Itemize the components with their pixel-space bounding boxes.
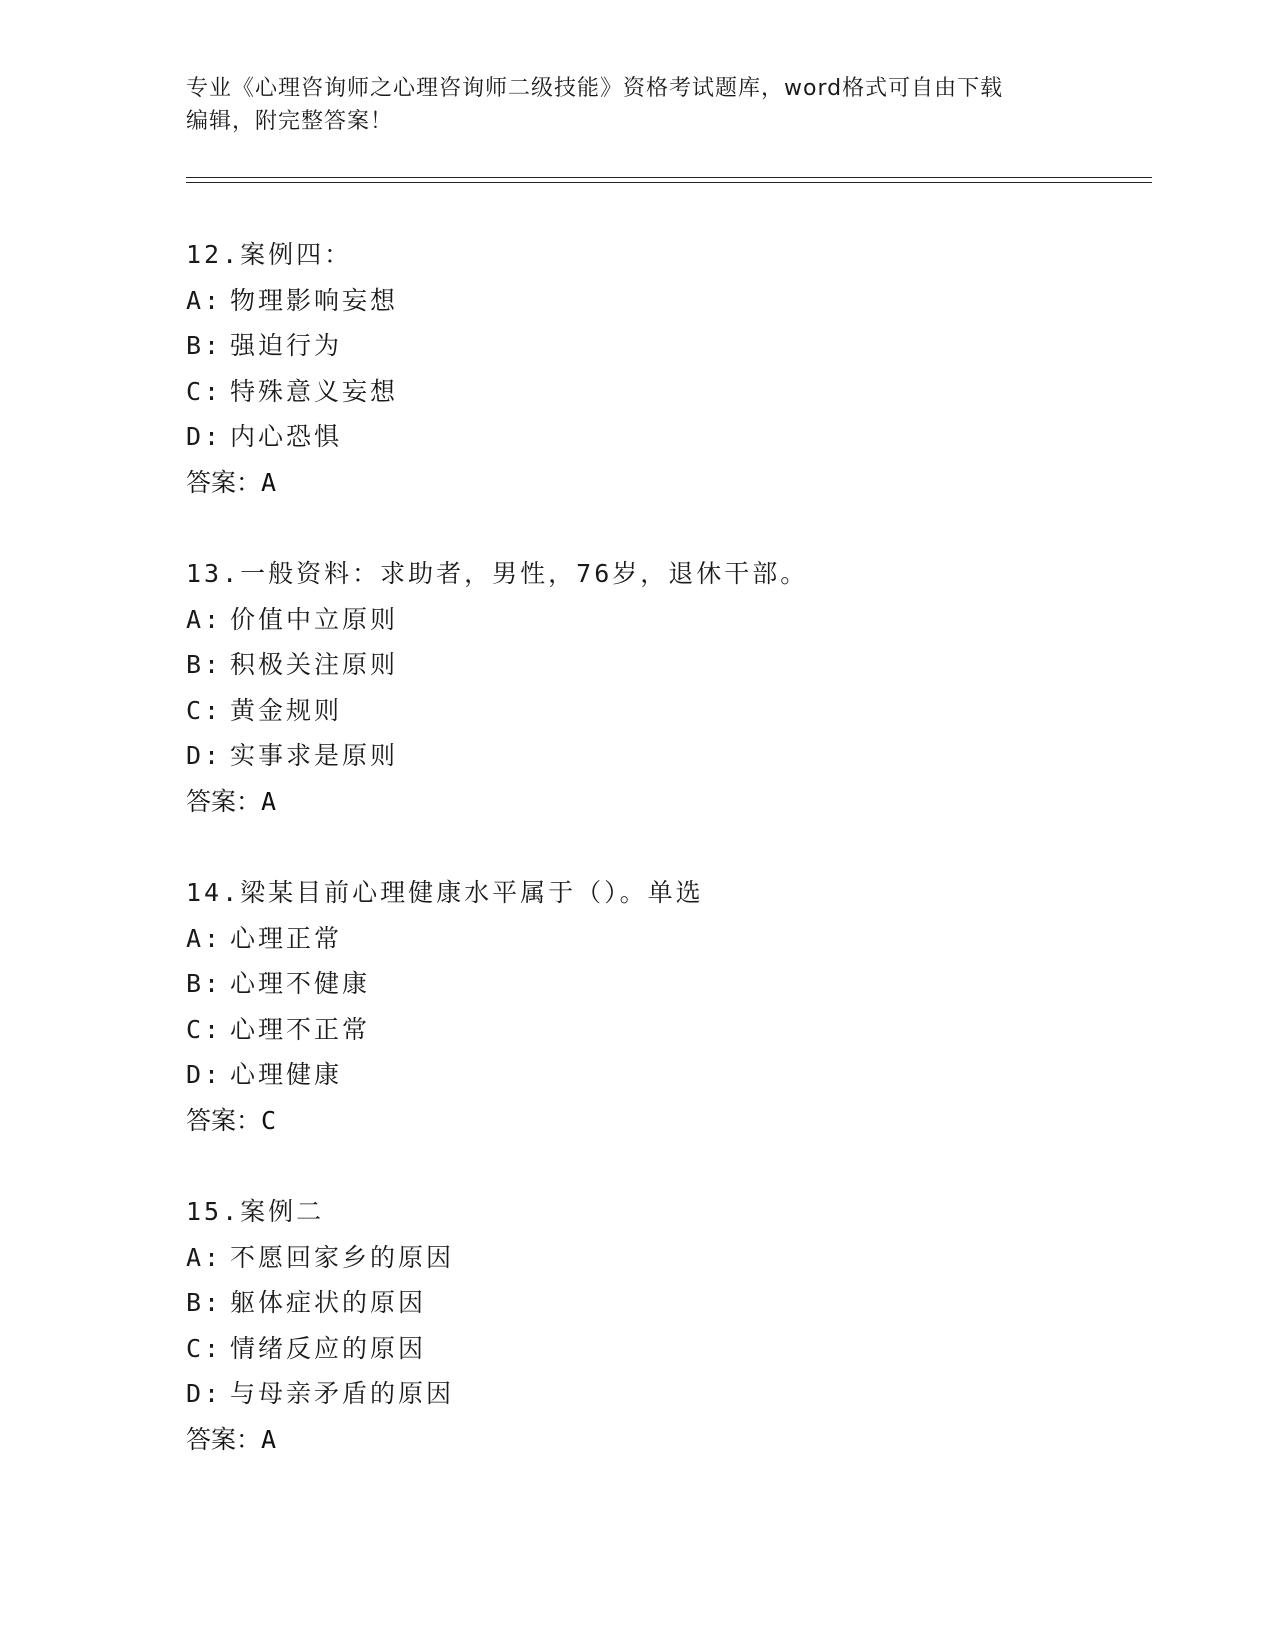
document-header (186, 72, 1066, 138)
answer-line (186, 460, 1136, 506)
option-label: D: (186, 1060, 223, 1089)
option-text: 情绪反应的原因 (230, 1333, 427, 1363)
answer-label: 答案： (186, 1105, 262, 1135)
header-line-2: 编辑，附完整答案！ (186, 109, 394, 134)
option-d (186, 1052, 1136, 1098)
option-b (186, 1280, 1136, 1326)
answer-label: 答案： (186, 467, 262, 497)
answer-line (186, 1098, 1136, 1144)
option-text: 实事求是原则 (230, 741, 399, 770)
option-text: 物理影响妄想 (230, 285, 399, 315)
option-b (186, 642, 1136, 688)
question-14 (186, 870, 1136, 1143)
option-text: 躯体症状的原因 (230, 1288, 427, 1317)
option-d (186, 733, 1136, 779)
answer-line (186, 1417, 1136, 1463)
option-c (186, 1007, 1136, 1053)
option-label: A: (186, 923, 223, 953)
option-b (186, 323, 1136, 369)
question-title: 15.案例二 (186, 1197, 325, 1226)
option-text: 价值中立原则 (230, 604, 399, 634)
question-title: 13.一般资料：求助者，男性，76岁，退休干部。 (186, 559, 809, 588)
option-text: 不愿回家乡的原因 (230, 1242, 455, 1272)
header-line-1: 专业《心理咨询师之心理咨询师二级技能》资格考试题库，word格式可自由下载 (186, 76, 1004, 101)
answer-value: A (261, 1424, 277, 1454)
question-title: 14.梁某目前心理健康水平属于（）。单选 (186, 878, 704, 907)
answer-label: 答案： (186, 786, 262, 816)
option-a (186, 1235, 1136, 1281)
option-text: 强迫行为 (230, 331, 343, 360)
option-b (186, 961, 1136, 1007)
option-text: 心理正常 (230, 923, 343, 953)
option-label: C: (186, 1333, 223, 1363)
option-c (186, 688, 1136, 734)
option-label: C: (186, 695, 223, 725)
option-label: B: (186, 650, 223, 679)
option-label: B: (186, 969, 223, 998)
option-d (186, 414, 1136, 460)
option-label: C: (186, 376, 223, 406)
option-label: D: (186, 422, 223, 451)
question-title: 12.案例四： (186, 240, 353, 269)
header-divider-top (186, 177, 1152, 178)
option-label: D: (186, 1379, 223, 1408)
option-label: A: (186, 604, 223, 634)
option-text: 黄金规则 (230, 695, 343, 725)
option-a (186, 916, 1136, 962)
answer-value: A (261, 786, 277, 816)
option-text: 特殊意义妄想 (230, 376, 399, 406)
option-label: A: (186, 285, 223, 315)
option-text: 心理健康 (230, 1060, 343, 1089)
option-text: 心理不健康 (230, 969, 371, 998)
option-c (186, 1326, 1136, 1372)
option-text: 与母亲矛盾的原因 (230, 1379, 455, 1408)
question-15 (186, 1189, 1136, 1462)
option-text: 心理不正常 (230, 1014, 371, 1044)
option-label: B: (186, 331, 223, 360)
option-c (186, 369, 1136, 415)
option-label: A: (186, 1242, 223, 1272)
question-12 (186, 232, 1136, 505)
question-list (186, 232, 1136, 1508)
option-text: 内心恐惧 (230, 422, 343, 451)
option-a (186, 597, 1136, 643)
answer-value: A (261, 467, 277, 497)
answer-line (186, 779, 1136, 825)
option-text: 积极关注原则 (230, 650, 399, 679)
option-label: C: (186, 1014, 223, 1044)
answer-value: C (261, 1105, 277, 1135)
option-label: B: (186, 1288, 223, 1317)
option-a (186, 278, 1136, 324)
option-d (186, 1371, 1136, 1417)
answer-label: 答案： (186, 1424, 262, 1454)
option-label: D: (186, 741, 223, 770)
question-13 (186, 551, 1136, 824)
header-divider-bottom (186, 182, 1152, 183)
